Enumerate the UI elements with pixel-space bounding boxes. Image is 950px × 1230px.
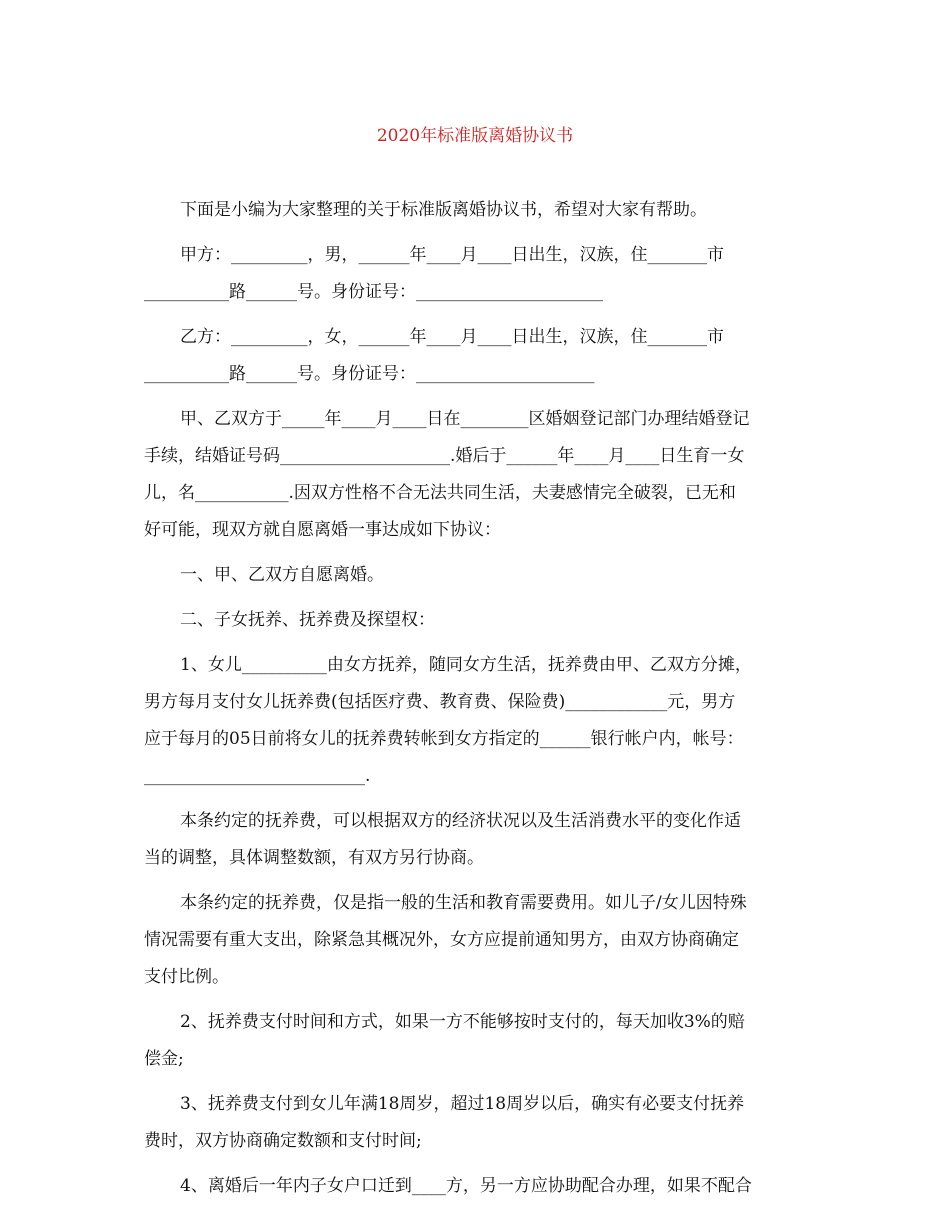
paragraph	[144, 192, 804, 229]
paragraph-line: 手续，结婚证号码____________________.婚后于______年____月____日生育一女	[144, 446, 745, 466]
paragraph-line: 甲方：_________，男，______年____月____日出生，汉族，住_______市	[180, 245, 724, 265]
paragraph-line: 本条约定的抚养费，仅是指一般的生活和教育需要费用。如儿子/女儿因特殊	[180, 893, 747, 913]
paragraph-line: __________路______号。身份证号：______________________	[144, 282, 603, 302]
paragraph	[144, 602, 804, 639]
paragraph-line: 儿，名___________.因双方性格不合无法共同生活，夫妻感情完全破裂，已无和	[144, 483, 736, 503]
paragraph	[144, 1168, 804, 1205]
paragraph	[144, 803, 804, 877]
paragraph-line: 支付比例。	[144, 967, 229, 987]
paragraph	[144, 1004, 804, 1078]
paragraph-line: 本条约定的抚养费，可以根据双方的经济状况以及生活消费水平的变化作适	[180, 811, 741, 831]
paragraph-line: 乙方：_________，女，______年____月____日出生，汉族，住_______市	[180, 327, 724, 347]
paragraph-line: 甲、乙双方于_____年____月____日在________区婚姻登记部门办理结婚登记	[180, 409, 750, 429]
paragraph-line: 一、甲、乙双方自愿离婚。	[180, 565, 384, 585]
paragraph-line: 2、抚养费支付时间和方式，如果一方不能够按时支付的，每天加收3%的赔	[180, 1012, 745, 1032]
paragraph-line: 男方每月支付女儿抚养费(包括医疗费、教育费、保险费)____________元，男方	[144, 692, 736, 712]
paragraph-line: 好可能，现双方就自愿离婚一事达成如下协议：	[144, 520, 501, 540]
paragraph-line: 下面是小编为大家整理的关于标准版离婚协议书，希望对大家有帮助。	[180, 200, 707, 220]
paragraph	[144, 237, 804, 311]
paragraph-line: 偿金;	[144, 1049, 184, 1069]
paragraph	[144, 401, 804, 549]
document-body	[144, 192, 804, 1213]
paragraph-line: 当的调整，具体调整数额，有双方另行协商。	[144, 848, 484, 868]
paragraph-line: 3、抚养费支付到女儿年满18周岁，超过18周岁以后，确实有必要支付抚养	[180, 1094, 745, 1114]
paragraph-line: 情况需要有重大支出，除紧急其概况外，女方应提前通知男方，由双方协商确定	[144, 930, 739, 950]
paragraph	[144, 319, 804, 393]
paragraph	[144, 557, 804, 594]
paragraph	[144, 885, 804, 996]
paragraph-line: 4、离婚后一年内子女户口迁到____方，另一方应协助配合办理，如果不配合	[180, 1176, 752, 1196]
paragraph-line: 应于每月的05日前将女儿的抚养费转帐到女方指定的______银行帐户内，帐号：	[144, 729, 744, 749]
paragraph-line: 二、子女抚养、抚养费及探望权：	[180, 610, 435, 630]
paragraph-line: 费时，双方协商确定数额和支付时间;	[144, 1131, 422, 1151]
document-title: 2020年标准版离婚协议书	[376, 126, 574, 146]
paragraph-line: __________________________.	[144, 766, 371, 786]
paragraph-line: 1、女儿__________由女方抚养，随同女方生活，抚养费由甲、乙双方分摊，	[180, 655, 752, 675]
paragraph	[144, 647, 804, 795]
paragraph-line: __________路______号。身份证号：_____________________	[144, 364, 595, 384]
paragraph	[144, 1086, 804, 1160]
